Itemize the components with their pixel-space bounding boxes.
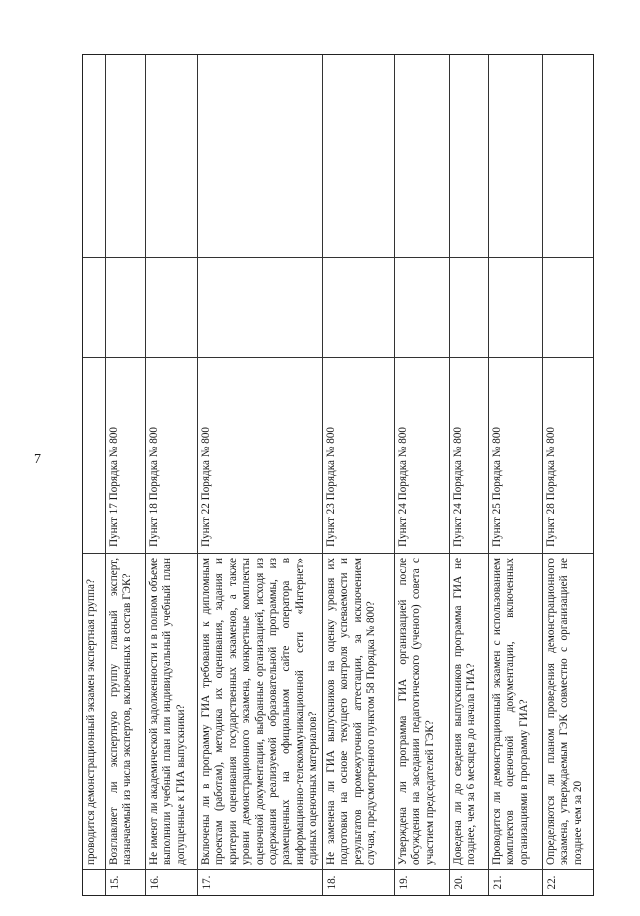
table-row [106,55,146,895]
table-row [83,55,106,895]
reference-text: Пункт 17 Порядка № 800 [106,357,145,553]
row-number: 19. [395,869,449,895]
reference-text: Пункт 28 Порядка № 800 [543,357,593,553]
question-text: Определяются ли планом проведения демонстрационного экзамена, утверждаемым ГЭК совместно с организацией не позднее чем за 20 [543,553,593,869]
row-number: 16. [146,869,197,895]
reference-text [83,357,105,553]
row-number: 17. [198,869,322,895]
table-row [323,55,395,895]
note-cell [450,257,488,357]
reference-text: Пункт 24 Порядка № 800 [395,357,449,553]
answer-cell [489,55,542,257]
reference-text: Пункт 24 Порядка № 800 [450,357,488,553]
question-text: Включены ли в программу ГИА требования к дипломным проектам (работам), методика их оценивания, задания и критерии оценивания государственных экзаменов, а также уровни демонстрационного экзамена, конкретные комплекты оценочной документации, выбранные организацией, исходя из содержания реализуемой образовательной программы, из размещенных на официальном сайте оператора в информационно-телекоммуникационной сети «Интернет» единых оценочных материалов? [198,553,322,869]
row-number [83,869,105,895]
question-text: Проводится ли демонстрационный экзамен с использованием комплектов оценочной документации, включенных организациями в программу ГИА? [489,553,542,869]
row-number: 21. [489,869,542,895]
question-text: Не имеют ли академической задолженности и в полном объеме выполнили учебный план или индивидуальный учебный план допущенные к ГИА выпускники? [146,553,197,869]
reference-text: Пункт 22 Порядка № 800 [198,357,322,553]
answer-cell [146,55,197,257]
note-cell [395,257,449,357]
table-row [198,55,323,895]
answer-cell [450,55,488,257]
reference-text: Пункт 18 Порядка № 800 [146,357,197,553]
question-text: Не заменена ли ГИА выпускников на оценку уровня их подготовки на основе текущего контроля успеваемости и результатов промежуточной аттестации, за исключением случая, предусмотренного пунктом 58 Порядка № 800? [323,553,394,869]
note-cell [146,257,197,357]
answer-cell [83,55,105,257]
table-row [489,55,543,895]
note-cell [489,257,542,357]
row-number: 20. [450,869,488,895]
table-row [395,55,450,895]
question-text: Доведена ли до сведения выпускников программа ГИА не позднее, чем за 6 месяцев до начала ГИА? [450,553,488,869]
note-cell [198,257,322,357]
page-number: 7 [34,452,41,467]
table-row [543,55,593,895]
note-cell [543,257,593,357]
row-number: 18. [323,869,394,895]
answer-cell [198,55,322,257]
answer-cell [395,55,449,257]
note-cell [323,257,394,357]
table-row [450,55,489,895]
answer-cell [543,55,593,257]
table-row [146,55,198,895]
reference-text: Пункт 25 Порядка № 800 [489,357,542,553]
answer-cell [106,55,145,257]
question-text: проводится демонстрационный экзамен экспертная группа? [83,553,105,869]
note-cell [83,257,105,357]
checklist-table [82,54,594,896]
question-text: Возглавляет ли экспертную группу главный эксперт, назначаемый из числа экспертов, включенных в состав ГЭК? [106,553,145,869]
row-number: 15. [106,869,145,895]
question-text: Утверждена ли программа ГИА организацией после обсуждения на заседании педагогического (ученого) совета с участием председателей ГЭК? [395,553,449,869]
answer-cell [323,55,394,257]
reference-text: Пункт 23 Порядка № 800 [323,357,394,553]
table-viewport [82,54,594,896]
note-cell [106,257,145,357]
row-number: 22. [543,869,593,895]
